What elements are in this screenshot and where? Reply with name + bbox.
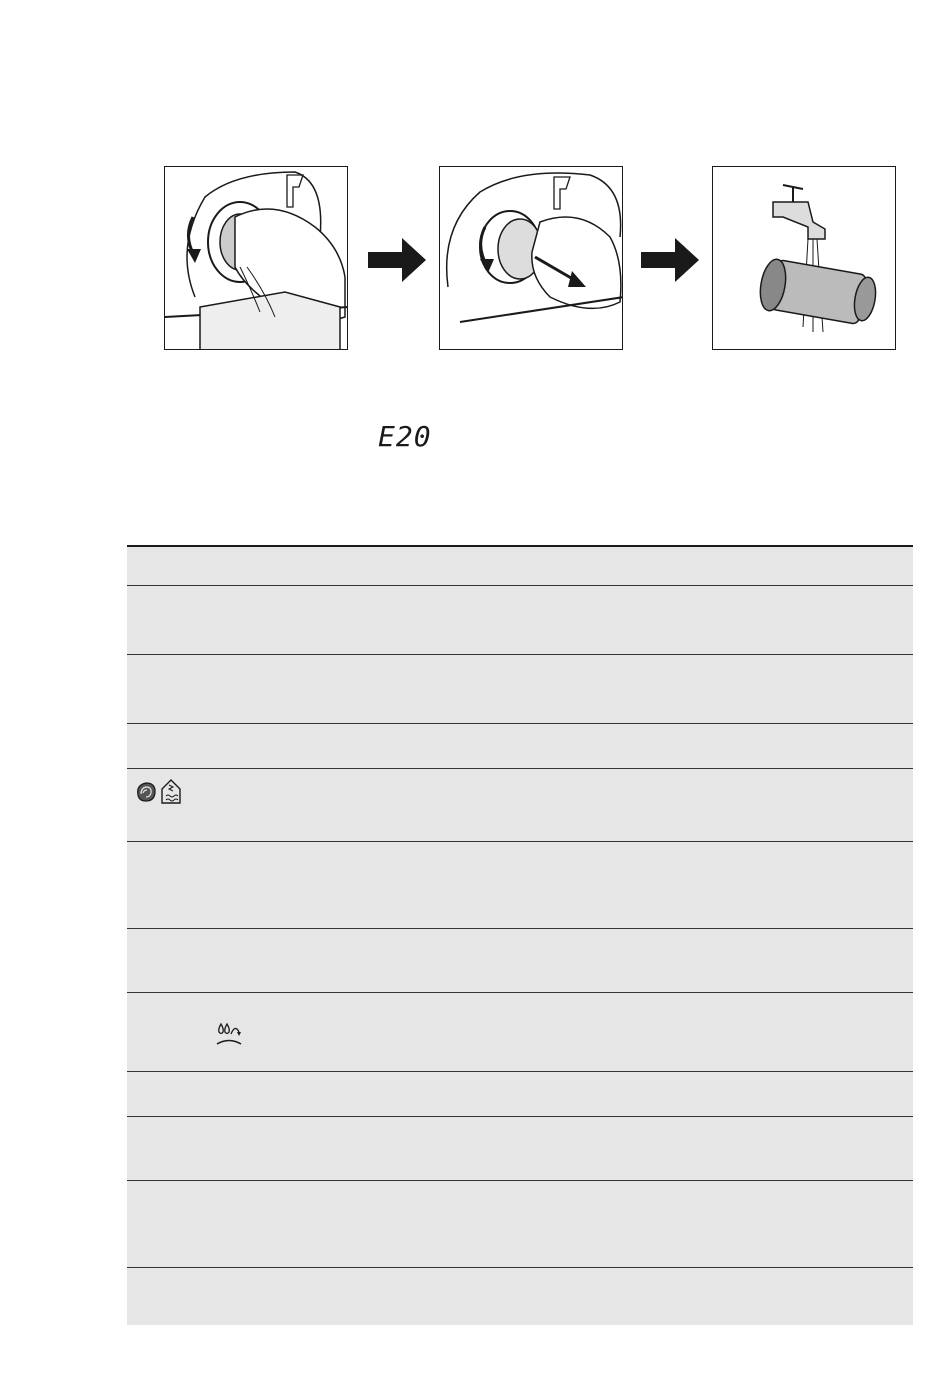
table-row-divider [127, 585, 913, 586]
table-row-divider [127, 654, 913, 655]
table-row-divider [127, 928, 913, 929]
unscrew-filter-figure [164, 166, 348, 350]
steam-icon [159, 777, 183, 805]
troubleshooting-table [127, 545, 913, 1325]
table-row-divider [127, 1267, 913, 1268]
remove-filter-figure [439, 166, 623, 350]
next-step-arrow [368, 238, 426, 282]
table-row-divider [127, 1180, 913, 1181]
error-code-display: E20 [378, 420, 432, 453]
table-row-divider [127, 1071, 913, 1072]
rinse-filter-figure [712, 166, 896, 350]
wool-icon [134, 779, 158, 805]
rinse-filter-illustration [713, 167, 896, 350]
next-step-arrow [641, 238, 699, 282]
table-row-divider [127, 768, 913, 769]
table-row-divider [127, 992, 913, 993]
table-row-divider [127, 723, 913, 724]
unscrew-filter-illustration [165, 167, 348, 350]
remove-filter-illustration [440, 167, 623, 350]
table-row-divider [127, 841, 913, 842]
rinse-hold-icon [215, 1020, 243, 1046]
table-top-rule [127, 545, 913, 547]
table-row-divider [127, 1116, 913, 1117]
